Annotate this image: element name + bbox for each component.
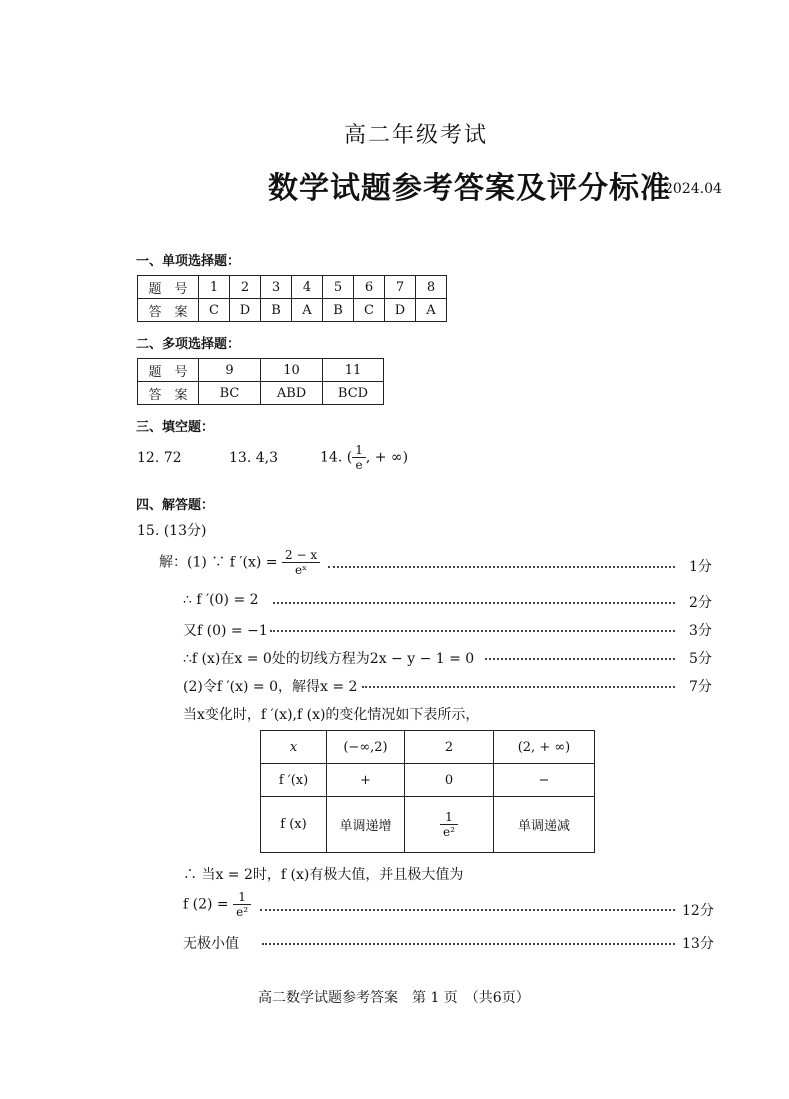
section-fill-blank: 三、填空题： (136, 420, 215, 435)
answer-q13: 13. 4,3 (229, 450, 278, 466)
q15-line-8 (183, 890, 251, 919)
leader-dots (485, 658, 675, 660)
table-cell: 题 号 (138, 359, 199, 382)
fraction (233, 890, 251, 919)
table-cell: D (230, 299, 261, 322)
table-cell: x (261, 731, 327, 764)
numerator: 1 (352, 443, 366, 458)
table-cell: B (261, 299, 292, 322)
q15-line-4: ∴f (x)在x = 0处的切线方程为2x − y − 1 = 0 (183, 651, 475, 667)
exam-title: 高二年级考试 (344, 123, 489, 148)
table-row (138, 299, 447, 322)
table-row (138, 276, 447, 299)
table-cell: 7 (385, 276, 416, 299)
table-cell: 0 (405, 764, 494, 797)
single-choice-table (137, 275, 447, 322)
leader-dots (328, 566, 675, 568)
table-cell: 答 案 (138, 299, 199, 322)
table-cell: 5 (323, 276, 354, 299)
table-cell: 题 号 (138, 276, 199, 299)
table-cell: D (385, 299, 416, 322)
score: 13分 (682, 936, 714, 952)
score: 5分 (689, 651, 712, 667)
document-date: 2024.04 (664, 181, 722, 197)
denominator: eˣ (294, 563, 308, 577)
q14-prefix: 14. ( (320, 449, 353, 466)
multiple-choice-table (137, 358, 384, 405)
table-cell: (2, + ∞) (494, 731, 595, 764)
score: 2分 (689, 595, 712, 611)
q15-line-3: 又f (0) = −1 (183, 623, 268, 639)
table-cell: + (327, 764, 405, 797)
table-cell: 11 (323, 359, 384, 382)
table-cell: 10 (261, 359, 323, 382)
q15-line-5: (2)令f ′(x) = 0，解得x = 2 (183, 679, 358, 695)
numerator: 1 (440, 810, 458, 825)
denominator: e² (236, 905, 249, 919)
leader-dots (260, 909, 675, 911)
table-cell: C (354, 299, 385, 322)
table-row (261, 731, 595, 764)
q15-line-7: ∴ 当x = 2时，f (x)有极大值，并且极大值为 (183, 867, 464, 883)
q15-heading: 15. (13分) (137, 523, 207, 539)
page-footer: 高二数学试题参考答案 第 1 页 （共6页） (258, 990, 530, 1006)
answer-q12: 12. 72 (137, 450, 182, 466)
fraction (282, 548, 320, 577)
table-cell: f (x) (261, 797, 327, 853)
line-text: f (2) = (183, 896, 229, 913)
leader-dots (262, 943, 675, 945)
section-multiple-choice: 二、多项选择题： (136, 337, 241, 352)
q15-line-6: 当x变化时，f ′(x),f (x)的变化情况如下表所示， (183, 707, 480, 723)
table-cell: B (323, 299, 354, 322)
table-cell: (−∞,2) (327, 731, 405, 764)
leader-dots (362, 686, 675, 688)
numerator: 1 (233, 890, 251, 905)
table-cell: 6 (354, 276, 385, 299)
score: 1分 (689, 559, 712, 575)
answer-q14 (320, 443, 408, 472)
table-cell: f ′(x) (261, 764, 327, 797)
denominator: e² (443, 825, 455, 839)
table-cell: A (416, 299, 447, 322)
table-cell (405, 797, 494, 853)
table-cell: 1 (199, 276, 230, 299)
table-row (138, 382, 384, 405)
table-cell: A (292, 299, 323, 322)
table-cell: BCD (323, 382, 384, 405)
numerator: 2 − x (282, 548, 320, 563)
table-cell: 单调递增 (327, 797, 405, 853)
leader-dots (273, 602, 675, 604)
table-cell: C (199, 299, 230, 322)
fraction (440, 810, 458, 839)
table-cell: 9 (199, 359, 261, 382)
table-cell: 2 (405, 731, 494, 764)
section-solutions: 四、解答题： (136, 498, 215, 513)
table-cell: 4 (292, 276, 323, 299)
table-row (138, 359, 384, 382)
document-title: 数学试题参考答案及评分标准 (268, 171, 671, 206)
leader-dots (270, 630, 675, 632)
q14-suffix: , + ∞) (365, 449, 409, 466)
table-cell: 单调递减 (494, 797, 595, 853)
q15-line-9: 无极小值 (183, 936, 239, 952)
table-cell: ABD (261, 382, 323, 405)
score: 3分 (689, 623, 712, 639)
table-cell: 3 (261, 276, 292, 299)
table-cell: 答 案 (138, 382, 199, 405)
table-row (261, 797, 595, 853)
denominator: e (355, 458, 363, 472)
section-single-choice: 一、单项选择题： (136, 254, 241, 269)
line-text: 解：(1) ∵ f ′(x) = (159, 554, 278, 571)
score: 7分 (689, 679, 712, 695)
table-cell: 8 (416, 276, 447, 299)
table-cell: − (494, 764, 595, 797)
fraction (352, 443, 366, 472)
table-cell: BC (199, 382, 261, 405)
variation-table (260, 730, 595, 853)
score: 12分 (682, 903, 714, 919)
q15-line-2: ∴ f ′(0) = 2 (183, 592, 259, 608)
q15-line-1 (159, 548, 320, 577)
table-cell: 2 (230, 276, 261, 299)
table-row (261, 764, 595, 797)
